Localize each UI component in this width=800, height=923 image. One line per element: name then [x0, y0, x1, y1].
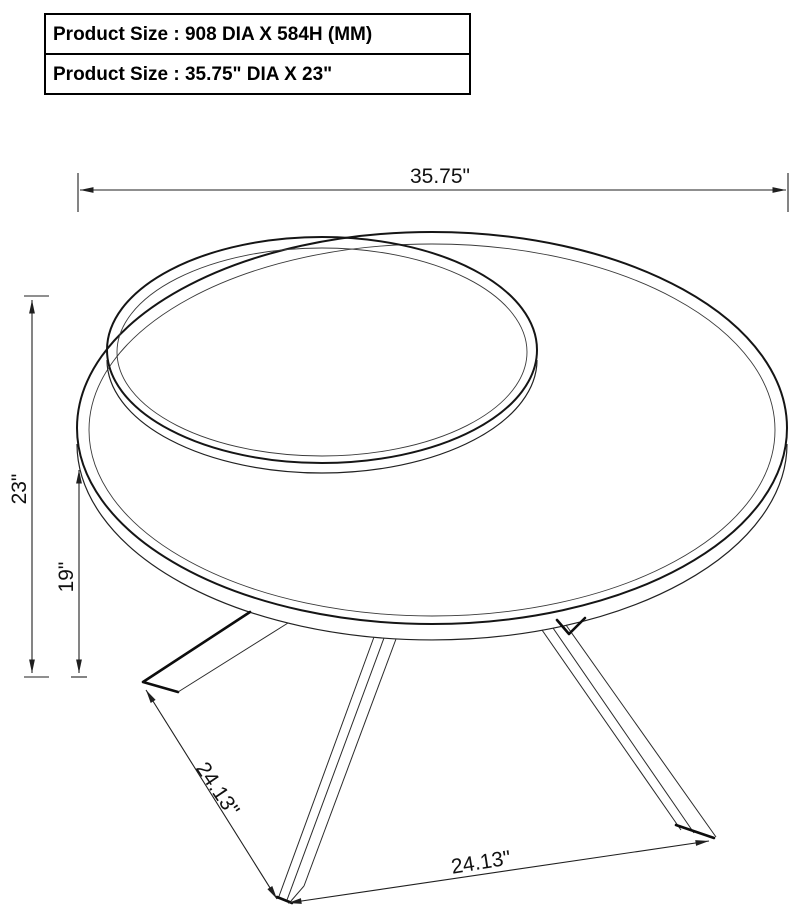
tabletop-small-tier	[107, 237, 537, 473]
dim-label-top-width: 35.75"	[409, 165, 471, 188]
product-size-row-inch	[46, 55, 469, 93]
front-leg-chamfer	[291, 886, 304, 901]
dim-label-overall-height: 23"	[8, 473, 31, 505]
product-size-text-mm: Product Size : 908 DIA X 584H (MM)	[53, 24, 373, 45]
front-leg-mid-line	[287, 638, 384, 900]
dimension-leg-spread-left	[146, 690, 277, 899]
large-top-inner-lip	[89, 244, 775, 616]
small-top-inner-lip	[117, 248, 527, 456]
front-leg-left-edge	[278, 637, 374, 899]
right-leg-left-edge	[542, 630, 681, 830]
right-leg-right-edge	[566, 625, 716, 837]
product-size-row-mm	[46, 15, 469, 55]
small-top-outer-edge	[107, 237, 537, 463]
dimension-leg-spread-front	[288, 841, 709, 903]
front-leg-foot	[277, 897, 292, 903]
product-size-box	[44, 13, 471, 95]
large-top-outer-edge	[77, 232, 787, 624]
front-leg-right-edge	[304, 639, 396, 886]
table-legs	[143, 612, 716, 903]
right-leg-mid-line	[553, 628, 694, 833]
dimension-top-width	[78, 165, 788, 212]
large-top-bottom-rim	[77, 444, 787, 640]
left-leg-inner-edge	[178, 623, 288, 692]
dimension-underside-height	[55, 470, 87, 677]
product-size-text-inch: Product Size : 35.75" DIA X 23"	[53, 64, 333, 85]
back-leg-stub	[557, 618, 585, 634]
dim-label-leg-spread-front: 24.13"	[449, 846, 513, 879]
dim-label-underside-height: 19"	[55, 561, 78, 593]
dimension-overall-height	[8, 296, 49, 677]
dim-label-leg-spread-left: 24.13"	[191, 758, 244, 821]
